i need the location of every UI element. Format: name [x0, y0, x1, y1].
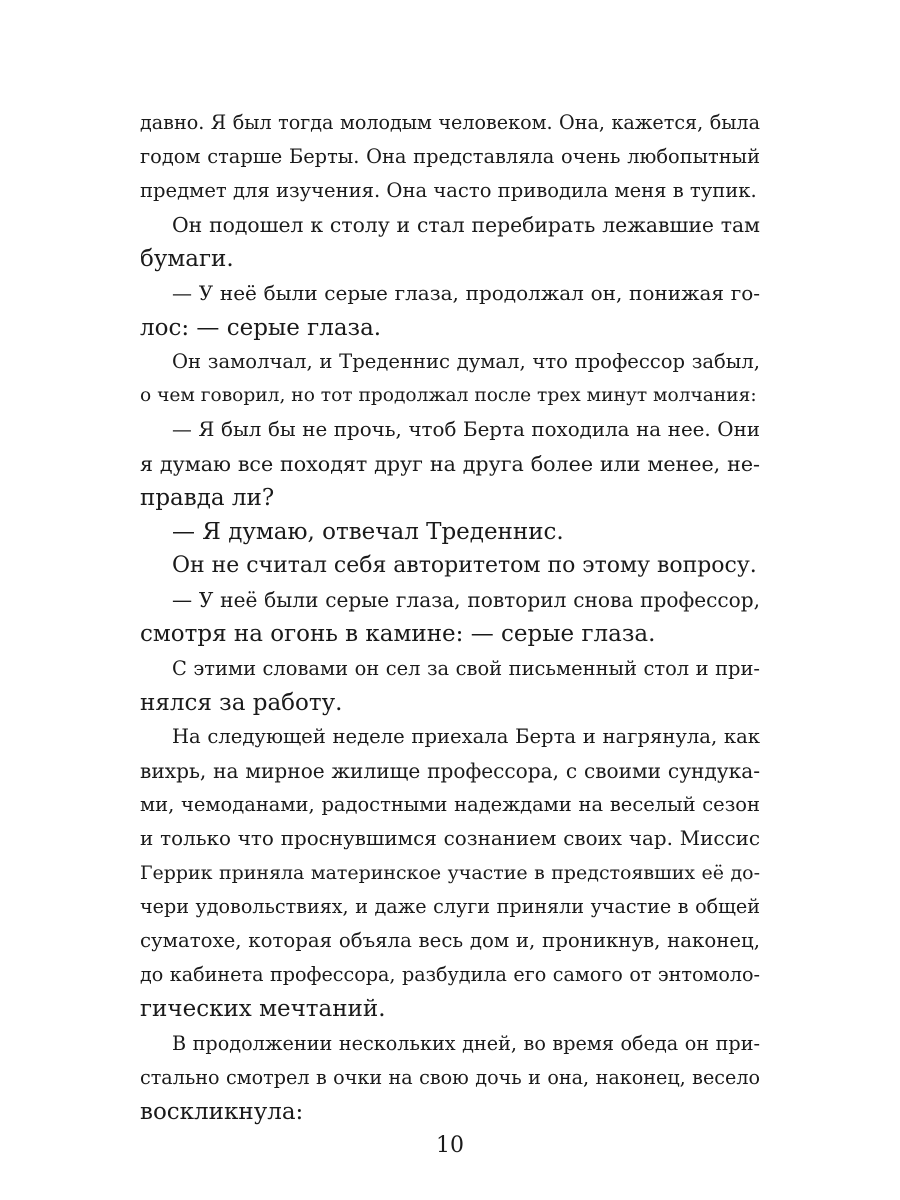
paragraph	[140, 583, 760, 651]
text-line: суматохе, которая объяла весь дом и, проникнув, наконец,	[140, 929, 760, 953]
text-line: В продолжении нескольких дней, во время обеда он при-	[172, 1031, 760, 1055]
text-line: правда ли?	[140, 485, 275, 512]
paragraph	[140, 1027, 760, 1129]
paragraph	[140, 106, 760, 208]
text-line: Геррик приняла материнское участие в предстоявших её до-	[140, 862, 760, 885]
text-line: вихрь, на мирное жилище профессора, с своими сундука-	[140, 758, 760, 783]
text-line: чери удовольствиях, и даже слуги приняли участие в общей	[140, 895, 760, 919]
paragraph	[140, 413, 760, 515]
paragraph	[140, 515, 760, 549]
text-line: — Я был бы не прочь, чтоб Берта походила на нее. Они	[172, 417, 760, 441]
text-line: — У неё были серые глаза, повторил снова профессор,	[172, 588, 760, 613]
text-line: гических мечтаний.	[140, 996, 386, 1023]
text-line: давно. Я был тогда молодым человеком. Она, кажется, была	[140, 111, 760, 134]
paragraph	[140, 276, 760, 344]
paragraph	[140, 345, 760, 413]
text-line: ми, чемоданами, радостными надеждами на веселый сезон	[140, 792, 760, 816]
text-line: С этими словами он сел за свой письменный стол и при-	[172, 656, 760, 680]
paragraph	[140, 720, 760, 1027]
paragraph	[140, 549, 760, 583]
text-line: о чем говорил, но тот продолжал после трех минут молчания:	[140, 384, 757, 406]
text-line: Он подошел к столу и стал перебирать лежавшие там	[172, 213, 760, 238]
body-text	[140, 106, 760, 1129]
text-line: годом старше Берты. Она представляла очень любопытный	[140, 145, 760, 169]
text-line: Он замолчал, и Треденнис думал, что профессор забыл,	[172, 349, 760, 373]
text-line: нялся за работу.	[140, 689, 343, 716]
paragraph	[140, 652, 760, 720]
text-line: стально смотрел в очки на свою дочь и она, наконец, весело	[140, 1065, 760, 1089]
page-number: 10	[436, 1133, 464, 1158]
text-line: до кабинета профессора, разбудила его самого от энтомоло-	[140, 963, 760, 987]
text-line: Он не считал себя авторитетом по этому вопросу.	[172, 553, 757, 579]
paragraph	[140, 208, 760, 276]
text-line: лос: — серые глаза.	[140, 314, 382, 341]
text-line: — У неё были серые глаза, продолжал он, понижая го-	[172, 281, 760, 306]
text-line: смотря на огонь в камине: — серые глаза.	[140, 621, 656, 648]
text-line: — Я думаю, отвечал Треденнис.	[172, 519, 564, 546]
text-line: я думаю все походят друг на друга более или менее, не-	[140, 451, 760, 476]
text-line: бумаги.	[140, 246, 234, 273]
text-line: На следующей неделе приехала Берта и нагрянула, как	[172, 724, 760, 748]
text-line: предмет для изучения. Она часто приводила меня в тупик.	[140, 179, 757, 203]
text-line: и только что проснувшимся сознанием своих чар. Миссис	[140, 826, 760, 850]
text-line: воскликнула:	[140, 1098, 304, 1125]
